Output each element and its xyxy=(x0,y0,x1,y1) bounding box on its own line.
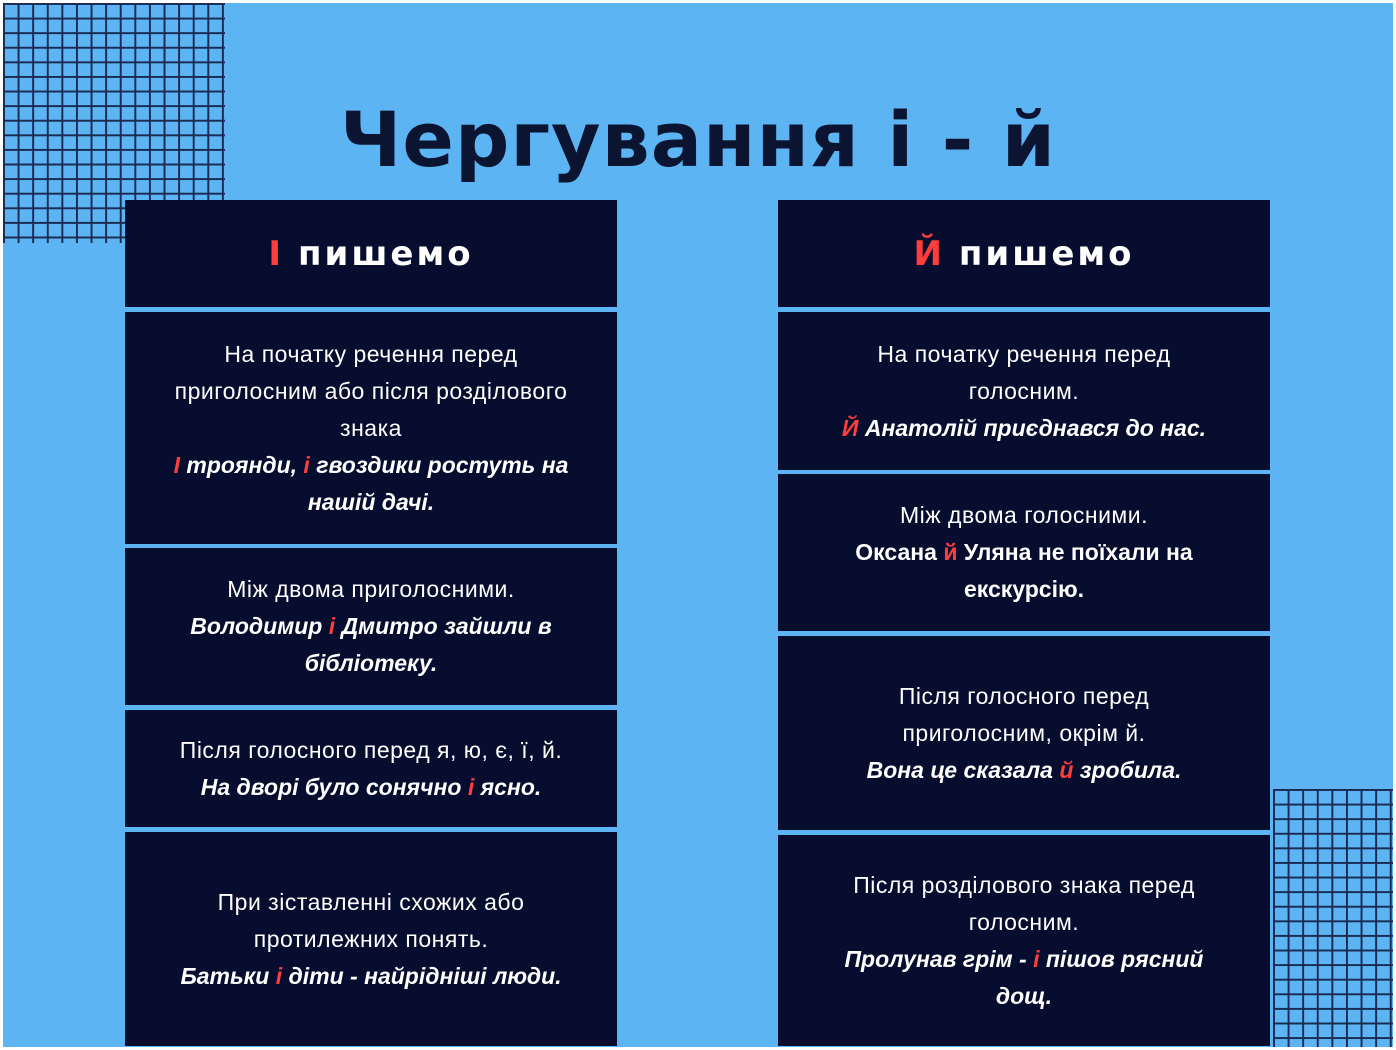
highlighted-letter: й xyxy=(943,539,958,565)
highlighted-letter: і xyxy=(467,773,475,800)
right-column-header xyxy=(778,200,1270,307)
example-text: троянди, xyxy=(179,451,304,478)
rule-text-line: Після голосного перед я, ю, є, ї, й. xyxy=(179,736,563,763)
example-text: нашій дачі. xyxy=(307,488,435,515)
example-text: Оксана xyxy=(855,539,944,565)
example-line xyxy=(867,752,1182,789)
highlighted-letter: Й xyxy=(841,414,859,441)
example-text: діти - найрідніші люди. xyxy=(282,962,562,989)
example-line xyxy=(996,978,1052,1015)
example-line xyxy=(308,484,434,521)
example-text: На дворі було сонячно xyxy=(200,773,468,800)
example-text: ясно. xyxy=(474,773,542,800)
example-text: Володимир xyxy=(190,613,329,639)
rule-text-line: На початку речення перед xyxy=(224,340,518,367)
example-text: гвоздики ростуть на xyxy=(309,451,569,478)
page-title: Чергування і - й xyxy=(339,95,1057,184)
rule-text-line: приголосним, окрім й. xyxy=(902,719,1146,746)
left-column-header xyxy=(125,200,617,307)
example-line xyxy=(964,571,1084,608)
example-text: Дмитро зайшли в xyxy=(335,613,552,639)
example-text: Пролунав грім - xyxy=(844,945,1034,972)
highlighted-letter: і xyxy=(275,962,283,989)
rule-text-line: приголосним або після розділового xyxy=(174,377,568,404)
example-text: Вона це сказала xyxy=(866,756,1060,783)
example-line xyxy=(201,769,542,806)
example-line xyxy=(842,410,1206,447)
example-line xyxy=(845,941,1204,978)
example-line xyxy=(180,958,561,995)
highlighted-letter: і xyxy=(1033,945,1040,972)
example-text: зробила. xyxy=(1073,756,1182,783)
example-text: пішов рясний xyxy=(1039,945,1204,972)
example-text: Батьки xyxy=(180,962,276,989)
header-label: пишемо xyxy=(298,233,474,274)
example-text: екскурсію. xyxy=(963,576,1085,602)
rule-text-line: Після голосного перед xyxy=(898,682,1150,709)
rule-text-line: протилежних понять. xyxy=(253,925,489,952)
highlighted-letter: і xyxy=(303,451,310,478)
header-letter: І xyxy=(268,233,284,274)
rule-card xyxy=(125,548,617,705)
rule-card xyxy=(778,636,1270,830)
example-text: дощ. xyxy=(995,982,1053,1009)
rule-card xyxy=(125,832,617,1046)
rule-card xyxy=(778,474,1270,631)
example-line xyxy=(855,534,1192,571)
highlighted-letter: і xyxy=(328,613,336,639)
header-label: пишемо xyxy=(958,233,1135,274)
rule-card xyxy=(778,835,1270,1046)
rule-text-line: Після розділового знака перед xyxy=(853,871,1195,898)
rule-text-line: Між двома приголосними. xyxy=(227,576,515,602)
example-line xyxy=(174,447,569,484)
example-text: бібліотеку. xyxy=(304,650,438,676)
rule-text-line: голосним. xyxy=(968,908,1080,935)
example-text: Анатолій приєднався до нас. xyxy=(858,414,1207,441)
example-text: Уляна не поїхали на xyxy=(957,539,1193,565)
header-letter: Й xyxy=(913,233,945,274)
rule-card xyxy=(778,312,1270,470)
grid-decoration-bottom-right xyxy=(1273,789,1393,1047)
rule-text-line: знака xyxy=(340,414,402,441)
rule-text-line: На початку речення перед xyxy=(877,340,1171,367)
rule-text-line: голосним. xyxy=(968,377,1080,404)
rule-text-line: Між двома голосними. xyxy=(900,502,1148,528)
rule-card xyxy=(125,710,617,827)
example-line xyxy=(305,645,438,682)
example-line xyxy=(190,608,552,645)
rule-card xyxy=(125,312,617,544)
highlighted-letter: й xyxy=(1059,756,1074,783)
rule-text-line: При зіставленні схожих або xyxy=(217,888,525,915)
highlighted-letter: І xyxy=(173,451,180,478)
